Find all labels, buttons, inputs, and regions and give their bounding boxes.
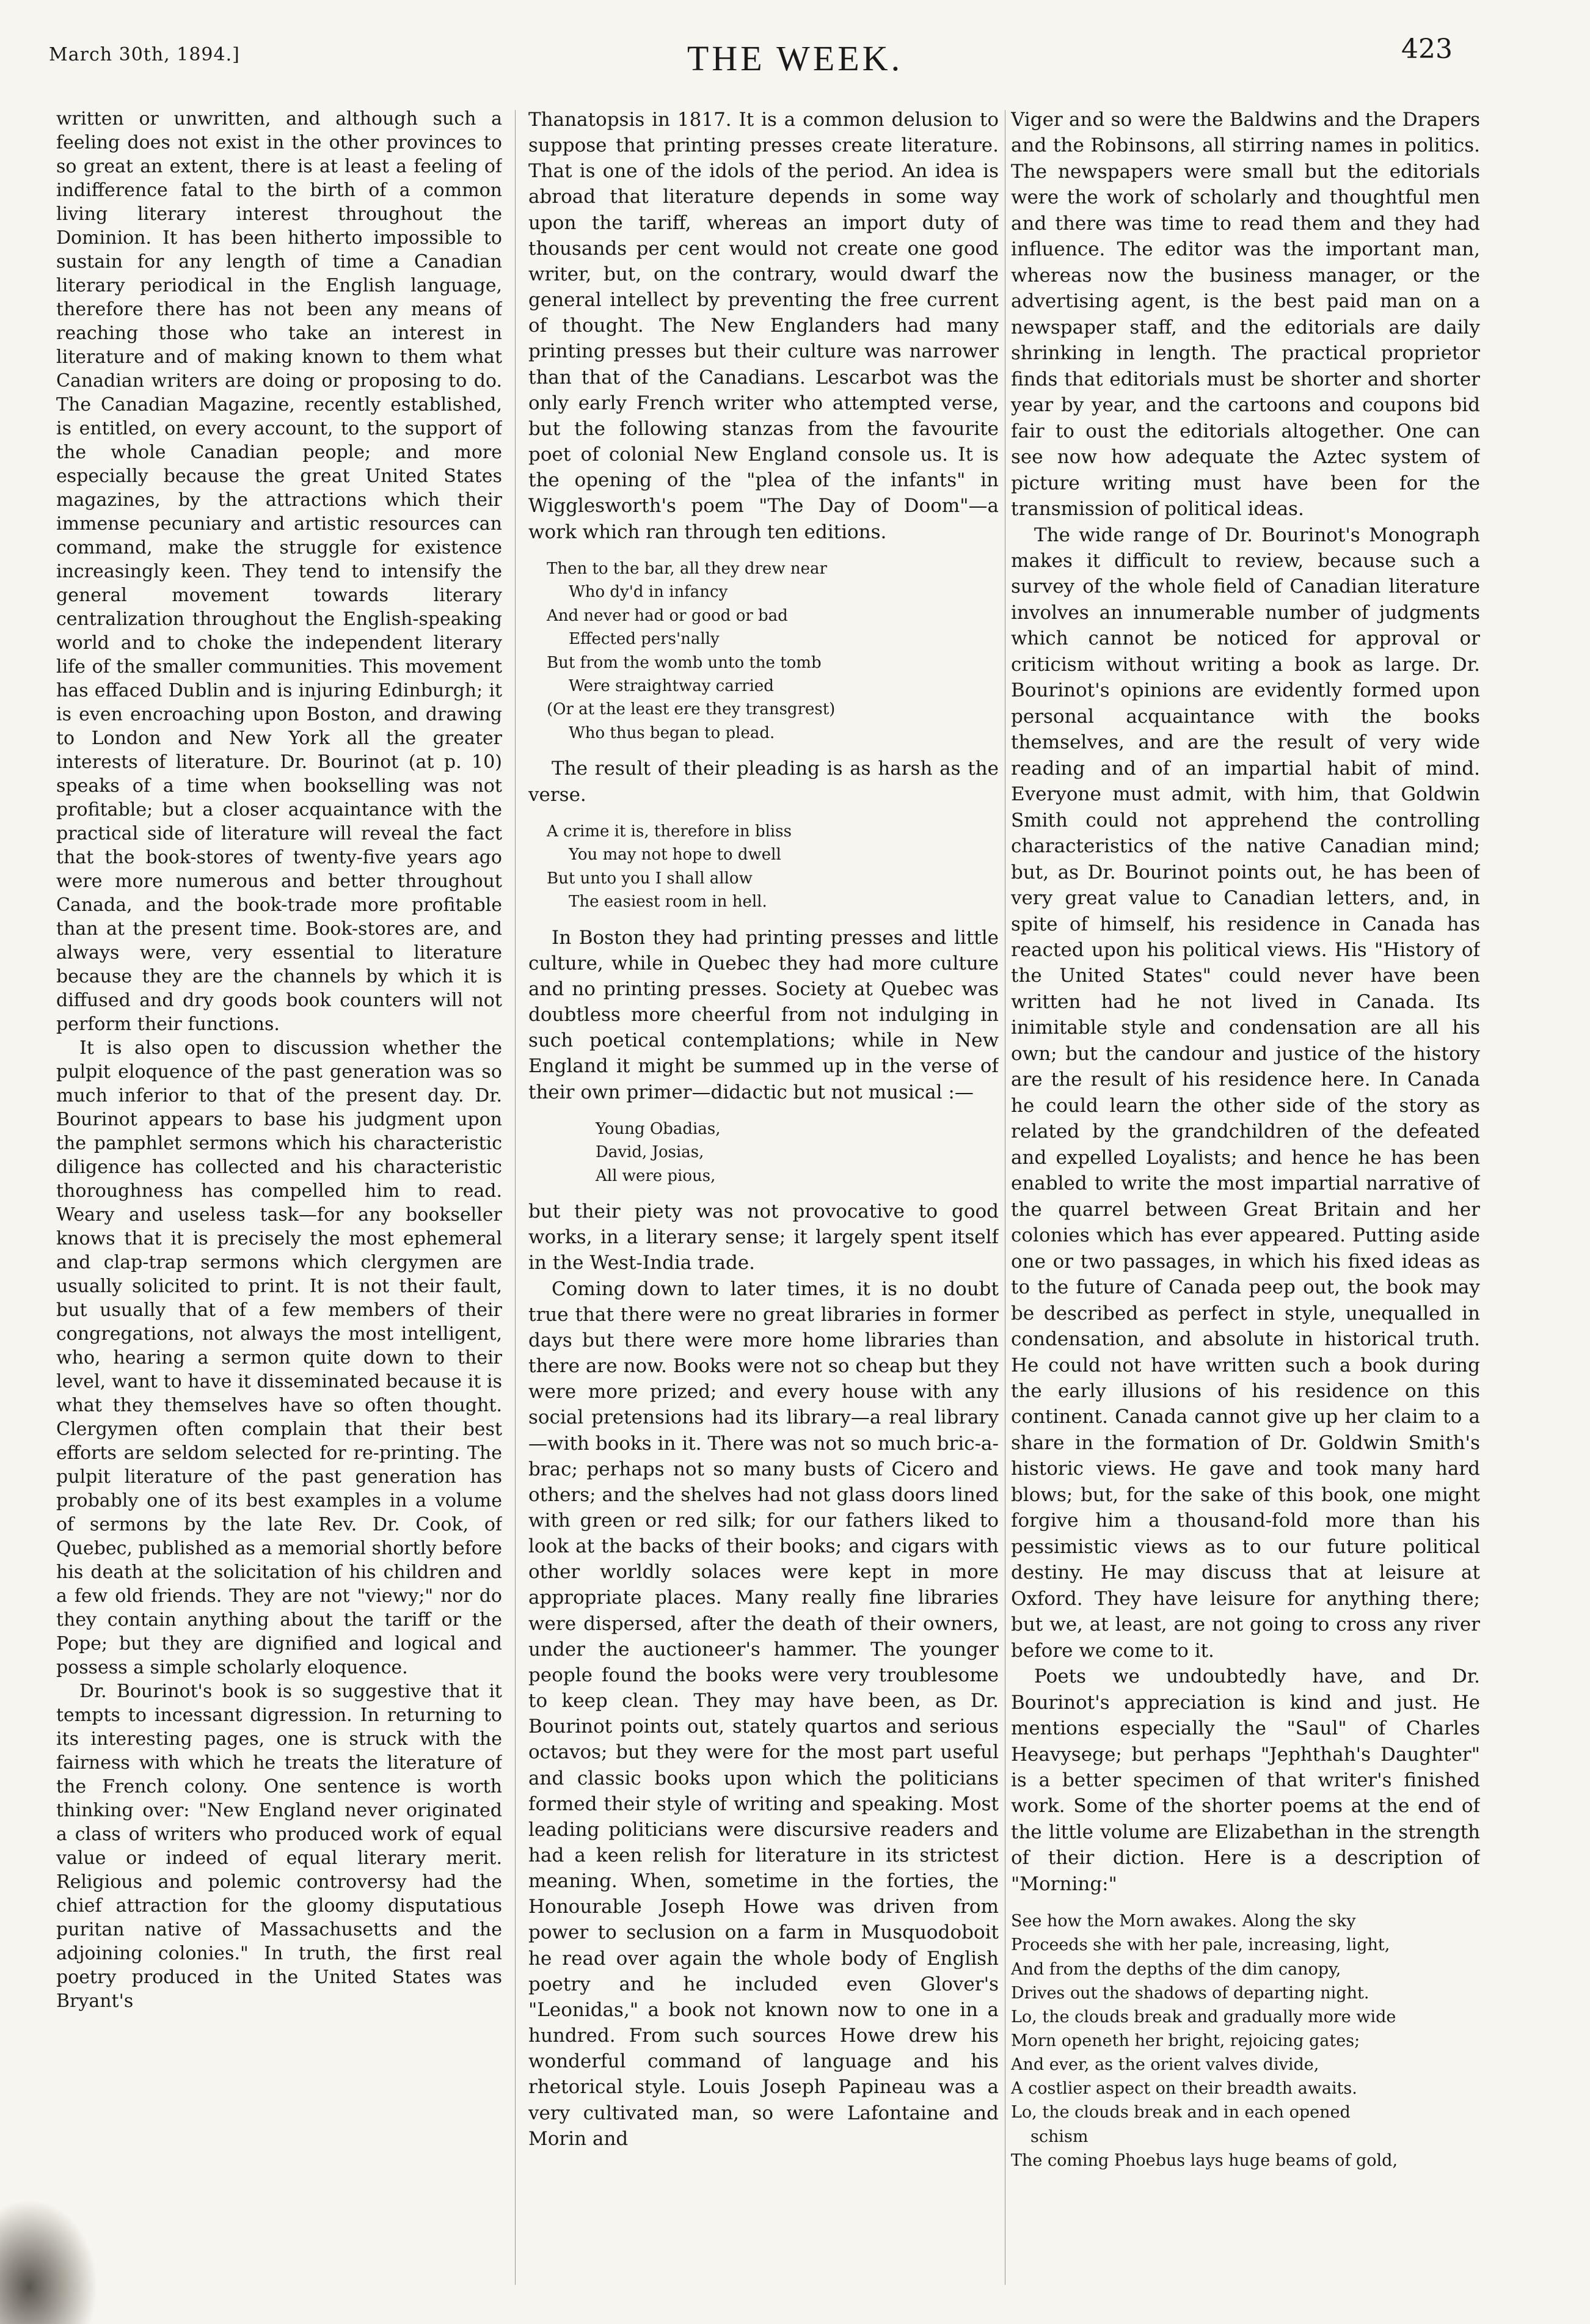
poem-line: Young Obadias, [596, 1119, 721, 1138]
paragraph: but their piety was not provocative to good works, in a literary sense; it largely spent itself in the West-India trade. [528, 1200, 999, 1274]
poem-line: You may not hope to dwell [569, 846, 781, 864]
poem-line: The coming Phoebus lays huge beams of gold, [1011, 2150, 1398, 2170]
poem-line: All were pious, [596, 1166, 716, 1185]
poem-line: The easiest room in hell. [569, 893, 767, 912]
text-column-1 [56, 107, 502, 2312]
poem-line: Drives out the shadows of departing night. [1011, 1983, 1369, 2003]
poem-line: schism [1030, 2127, 1089, 2146]
poem-line: And from the depths of the dim canopy, [1011, 1959, 1341, 1979]
poem-line: (Or at the least ere they transgrest) [547, 700, 836, 719]
poem-line: A costlier aspect on their breadth awaits. [1011, 2079, 1357, 2099]
poem-line: See how the Morn awakes. Along the sky [1011, 1912, 1356, 1931]
poem-line: And never had or good or bad [547, 606, 788, 625]
page-number: 423 [1401, 34, 1453, 65]
paragraph: Coming down to later times, it is no doubt true that there were no great libraries in former days but there were more home libraries than there are now. Books were not so cheap but they were more prized; and every house with any social pretensions had its library—a real library—with books in it. There was not so much bric-a-brac; perhaps not so many busts of Cicero and others; and the shelves had not glass doors lined with green or red silk; for our fathers liked to look at the backs of their books; and cigars with other worldly solaces were kept in more appropriate places. Many really fine libraries were dispersed, after the death of their owners, under the auctioneer's hammer. The younger people found the books were very troublesome to keep clean. They may have been, as Dr. Bourinot points out, stately quartos and serious octavos; but they were for the most part useful and classic books upon which the politicians formed their style of writing and speaking. Most leading politicians were discursive readers and had a keen relish for literature in its strictest meaning. When, sometime in the forties, the Honourable Joseph Howe was driven from power to seclusion on a farm in Musquodoboit he read over again the whole body of English poetry and he included even Glover's "Leonidas," a book not known now to one in a hundred. From such sources Howe drew his wonderful command of language and his rhetorical style. Louis Joseph Papineau was a very cultivated man, so were Lafontaine and Morin and [528, 1277, 999, 2150]
paragraph: The wide range of Dr. Bourinot's Monograph makes it difficult to review, because such a survey of the whole field of Canadian literature involves an innumerable number of judgments which cannot be noticed for approval or criticism without writing a book as large. Dr. Bourinot's opinions are evidently formed upon personal acquaintance with the books themselves, and are the result of very wide reading and of an impartial habit of mind. Everyone must admit, with him, that Goldwin Smith could not apprehend the controlling characteristics of the native Canadian mind; but, as Dr. Bourinot points out, he has been of very great value to Canadian letters, and, in spite of himself, his residence in Canada has reacted upon his political views. His "History of the United States" could never have been written had he not lived in Canada. Its inimitable style and condensation are all his own; but the candour and justice of the history are the result of his residence here. In Canada he could learn the other side of the story as related by the grandchildren of the defeated and expelled Loyalists; and hence he has been enabled to write the most impartial narrative of the quarrel between Great Britain and her colonies which has ever appeared. Putting aside one or two passages, in which his fixed ideas as to the future of Canada peep out, the book may be described as perfect in style, unequalled in condensation, and absolute in historical truth. He could not have written such a book during the early illusions of his residence on this continent. Canada cannot give up her claim to a share in the formation of Dr. Goldwin Smith's historic views. He gave and took many hard blows; but, for the sake of this book, one might forgive him a thousand-fold more than his pessimistic views as to our future political destiny. He may discuss that at leisure at Oxford. They have leisure for anything there; but we, at least, are not going to cross any river before we come to it. [1011, 524, 1480, 1662]
paragraph: It is also open to discussion whether the pulpit eloquence of the past generation was so much inferior to that of the present day. Dr. Bourinot appears to base his judgment upon the pamphlet sermons which his characteristic diligence has collected and his characteristic thoroughness has compelled him to read. Weary and useless task—for any bookseller knows that it is precisely the most ephemeral and clap-trap sermons which clergymen are usually solicited to print. It is not their fault, but usually that of a few members of their congregations, not always the most intelligent, who, hearing a sermon quite down to their level, want to have it disseminated because it is what they themselves have so often thought. Clergymen often complain that their best efforts are seldom selected for re-printing. The pulpit literature of the past generation has probably one of its best examples in a volume of sermons by the late Rev. Dr. Cook, of Quebec, published as a memorial shortly before his death at the solicitation of his children and a few old friends. They are not "viewy;" nor do they contain anything about the tariff or the Pope; but they are dignified and logical and possess a simple scholarly eloquence. [56, 1037, 502, 1678]
issue-date: March 30th, 1894.] [49, 44, 240, 65]
paragraph: Thanatopsis in 1817. It is a common delusion to suppose that printing presses create literature. That is one of the idols of the period. An idea is abroad that literature depends in some way upon the tariff, whereas an import duty of thousands per cent would not create one good writer, but, on the contrary, would dwarf the general intellect by preventing the free current of thought. The New Englanders had many printing presses but their culture was narrower than that of the Canadians. Lescarbot was the only early French writer who attempted verse, but the following stanzas from the favourite poet of colonial New England console us. It is the opening of the "plea of the infants" in Wigglesworth's poem "The Day of Doom"—a work which ran through ten editions. [528, 109, 999, 543]
poem-excerpt [596, 1117, 999, 1188]
poem-line: But unto you I shall allow [547, 869, 753, 888]
paragraph: Dr. Bourinot's book is so suggestive that it tempts to incessant digression. In returning to its interesting pages, one is struck with the fairness with which he treats the literature of the French colony. One sentence is worth thinking over: "New England never originated a class of writers who produced work of equal value or indeed of equal literary merit. Religious and polemic controversy had the chief attraction for the gloomy disputatious puritan native of Massachusetts and the adjoining colonies." In truth, the first real poetry produced in the United States was Bryant's [56, 1681, 502, 2012]
paragraph: written or unwritten, and although such a feeling does not exist in the other provinces to so great an extent, there is at least a feeling of indifference fatal to the birth of a common living literary interest throughout the Dominion. It has been hitherto impossible to sustain for any length of time a Canadian literary periodical in the English language, therefore there has not been any means of reaching those who take an interest in literature and of making known to them what Canadian writers are doing or proposing to do. The Canadian Magazine, recently established, is entitled, on every account, to the support of the whole Canadian people; and more especially because the great United States magazines, by the attractions which their immense pecuniary and artistic resources can command, make the struggle for existence increasingly keen. They tend to intensify the general movement towards literary centralization throughout the English-speaking world and to choke the independent literary life of the smaller communities. This movement has effaced Dublin and is injuring Edinburgh; it is even encroaching upon Boston, and drawing to London and New York all the greater interests of literature. Dr. Bourinot (at p. 10) speaks of a time when bookselling was not profitable; but a closer acquaintance with the practical side of literature will reveal the fact that the book-stores of twenty-five years ago were more numerous and better throughout Canada, and the book-trade more profitable than at the present time. Book-stores are, and always were, very essential to literature because they are the channels by which it is diffused and dry goods book counters will not perform their functions. [56, 108, 502, 1035]
poem-line: Proceeds she with her pale, increasing, light, [1011, 1935, 1390, 1955]
text-column-3 [1011, 107, 1480, 2312]
column-rule [515, 110, 516, 2285]
poem-line: But from the womb unto the tomb [547, 653, 822, 672]
poem-excerpt [547, 557, 999, 745]
poem-line: Then to the bar, all they drew near [547, 559, 827, 578]
poem-line: Lo, the clouds break and gradually more wide [1011, 2007, 1396, 2026]
paragraph: Poets we undoubtedly have, and Dr. Bourinot's appreciation is kind and just. He mentions especially the "Saul" of Charles Heavysege; but perhaps "Jephthah's Daughter" is a better specimen of that writer's finished work. Some of the shorter poems at the end of the little volume are Elizabethan in the strength of their diction. Here is a description of "Morning:" [1011, 1665, 1480, 1895]
poem-line: David, Josias, [596, 1143, 704, 1162]
poem-line: Morn openeth her bright, rejoicing gates; [1011, 2031, 1360, 2051]
poem-line: Were straightway carried [569, 677, 774, 695]
paragraph: In Boston they had printing presses and little culture, while in Quebec they had more culture and no printing presses. Society at Quebec was doubtless more cheerful from not indulging in such poetical contemplations; while in New England it might be summed up in the verse of their own primer—didactic but not musical :— [528, 926, 999, 1103]
poem-line: And ever, as the orient valves divide, [1011, 2055, 1319, 2075]
poem-line: Who dy'd in infancy [569, 583, 728, 602]
text-column-2 [528, 107, 999, 2312]
publication-title: THE WEEK. [687, 38, 903, 78]
poem-excerpt [547, 820, 999, 914]
poem-line: Who thus began to plead. [569, 723, 775, 742]
poem-line: Lo, the clouds break and in each opened [1011, 2103, 1351, 2122]
poem-line: Effected pers'nally [569, 630, 720, 649]
poem-line: A crime it is, therefore in bliss [547, 822, 792, 841]
paragraph: Viger and so were the Baldwins and the Drapers and the Robinsons, all stirring names in politics. The newspapers were small but the editorials were the work of scholarly and thoughtful men and there was time to read them and they had influence. The editor was the important man, whereas now the business manager, or the advertising agent, is the best paid man on a newspaper staff, and the editorials are daily shrinking in length. The practical proprietor finds that editorials must be shorter and shorter year by year, and the cartoons and coupons bid fair to oust the editorials altogether. One can see now how adequate the Aztec system of picture writing must have been for the transmission of political ideas. [1011, 109, 1480, 521]
paragraph: The result of their pleading is as harsh as the verse. [528, 758, 999, 806]
ink-blot [0, 2199, 98, 2324]
poem-excerpt [1011, 1909, 1480, 2172]
page-header [0, 0, 1590, 104]
